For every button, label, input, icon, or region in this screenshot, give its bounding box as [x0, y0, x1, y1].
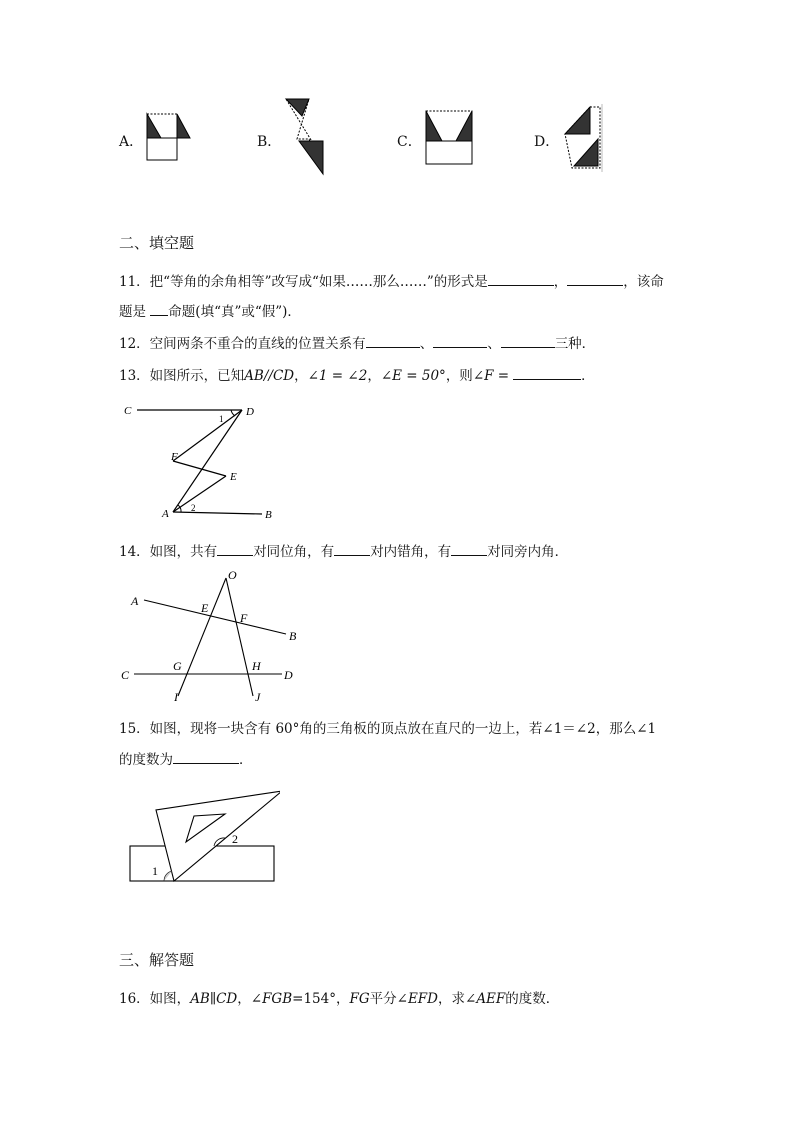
option-b-figure — [280, 94, 332, 178]
option-a-figure — [140, 108, 196, 166]
q14-text-3: 对内错角，有 — [370, 544, 452, 560]
q12-sep-2: 、 — [487, 336, 501, 352]
fig13-label-a: A — [162, 508, 169, 520]
q13-end: ． — [581, 368, 595, 384]
option-d-label: D． — [534, 134, 560, 150]
q16-text-3: =154°， — [292, 991, 350, 1007]
q12-sep-1: 、 — [419, 336, 434, 352]
fig14-label-j: J — [255, 690, 261, 704]
q12-text-1: 12．空间两条不重合的直线的位置关系有 — [119, 336, 366, 352]
q16-c5: AEF — [476, 991, 506, 1007]
q12-blank-1[interactable] — [366, 335, 420, 348]
fig13-label-e: E — [230, 471, 237, 483]
fig15-label-1: 1 — [152, 864, 158, 878]
fig13-label-b: B — [265, 509, 272, 521]
fig14-label-o: O — [228, 568, 237, 582]
q13-cond-angles: ∠1 = ∠2 — [307, 368, 368, 384]
option-c-label: C． — [397, 134, 422, 150]
option-a-label: A． — [119, 134, 144, 150]
q12-text-2: 三种． — [554, 336, 596, 352]
fig13-label-2: 2 — [191, 503, 196, 513]
option-c-figure — [420, 106, 476, 168]
q13-cond-e: ∠E = 50° — [380, 368, 446, 384]
question-14 — [119, 540, 568, 560]
fig14-label-a: A — [131, 594, 139, 608]
figure-13 — [118, 398, 288, 526]
fig14-label-g: G — [173, 659, 182, 673]
q14-text-4: 对同旁内角． — [487, 544, 569, 560]
q12-blank-2[interactable] — [433, 335, 487, 348]
fig13-label-1: 1 — [219, 414, 224, 424]
q15-text-2: 的度数为 — [119, 752, 173, 768]
q13-ask: ∠F = — [472, 368, 510, 384]
q14-text-2: 对同位角，有 — [253, 544, 335, 560]
option-d-figure — [560, 102, 608, 174]
q13-text-then: ，则 — [445, 368, 473, 384]
q14-blank-3[interactable] — [451, 543, 487, 556]
q13-blank[interactable] — [513, 367, 581, 380]
q16-c4: EFD — [407, 991, 438, 1007]
q11-text-4: 命题(填“真”或“假”)． — [168, 304, 301, 320]
q16-text-1: 16．如图， — [119, 991, 191, 1007]
q13-comma-1: ， — [294, 368, 308, 384]
q14-blank-1[interactable] — [217, 543, 253, 556]
q16-text-6: 的度数． — [505, 991, 560, 1007]
q15-blank[interactable] — [173, 751, 239, 764]
question-12 — [119, 332, 595, 352]
q12-blank-3[interactable] — [501, 335, 555, 348]
question-11-line-2 — [119, 300, 301, 320]
fig14-label-b: B — [289, 629, 297, 643]
q11-text-3: 题是 — [119, 304, 146, 320]
fig14-label-c: C — [121, 668, 130, 682]
fig14-label-i: I — [174, 690, 178, 704]
q16-c1: AB∥CD — [190, 991, 238, 1007]
q16-text-5: ，求∠ — [438, 991, 477, 1007]
figure-15 — [128, 786, 280, 886]
q16-c2: FGB — [262, 991, 293, 1007]
q13-cond-parallel: AB//CD — [244, 368, 295, 384]
fig14-label-f: F — [240, 611, 248, 625]
fig14-label-e: E — [201, 601, 209, 615]
figure-14 — [118, 566, 308, 706]
q11-blank-1[interactable] — [488, 273, 554, 286]
section-title-fill-in: 二、填空题 — [119, 234, 195, 252]
fig13-label-c: C — [124, 405, 132, 417]
q15-text-1: 15．如图，现将一块含有 60°角的三角板的顶点放在直尺的一边上，若∠1＝∠2，那么∠1 — [119, 721, 657, 737]
question-15-line-2 — [119, 748, 253, 768]
q16-c3: FG — [349, 991, 370, 1007]
fig15-label-2: 2 — [232, 832, 238, 846]
q16-text-2: ，∠ — [237, 991, 263, 1007]
q14-blank-2[interactable] — [334, 543, 370, 556]
q13-text-1: 13．如图所示，已知 — [119, 368, 245, 384]
fig13-label-d: D — [246, 406, 254, 418]
q15-end: ． — [239, 752, 253, 768]
option-b-label: B． — [257, 134, 282, 150]
q11-blank-3[interactable] — [150, 303, 168, 316]
fig14-label-d: D — [284, 668, 293, 682]
question-13 — [119, 364, 595, 384]
fig14-label-h: H — [252, 659, 261, 673]
q13-comma-2: ， — [367, 368, 381, 384]
q11-text-1: 11．把“等角的余角相等”改写成“如果……那么……”的形式是 — [119, 274, 488, 290]
q11-sep: ， — [553, 274, 568, 290]
q11-blank-2[interactable] — [567, 273, 623, 286]
question-16 — [119, 987, 559, 1007]
fig13-label-f: F — [171, 451, 178, 463]
question-15 — [119, 717, 656, 737]
q16-text-4: 平分∠ — [369, 991, 408, 1007]
section-title-answer: 三、解答题 — [119, 951, 195, 969]
question-11 — [119, 270, 664, 290]
q11-text-2: ，该命 — [623, 274, 664, 290]
q14-text-1: 14．如图，共有 — [119, 544, 218, 560]
